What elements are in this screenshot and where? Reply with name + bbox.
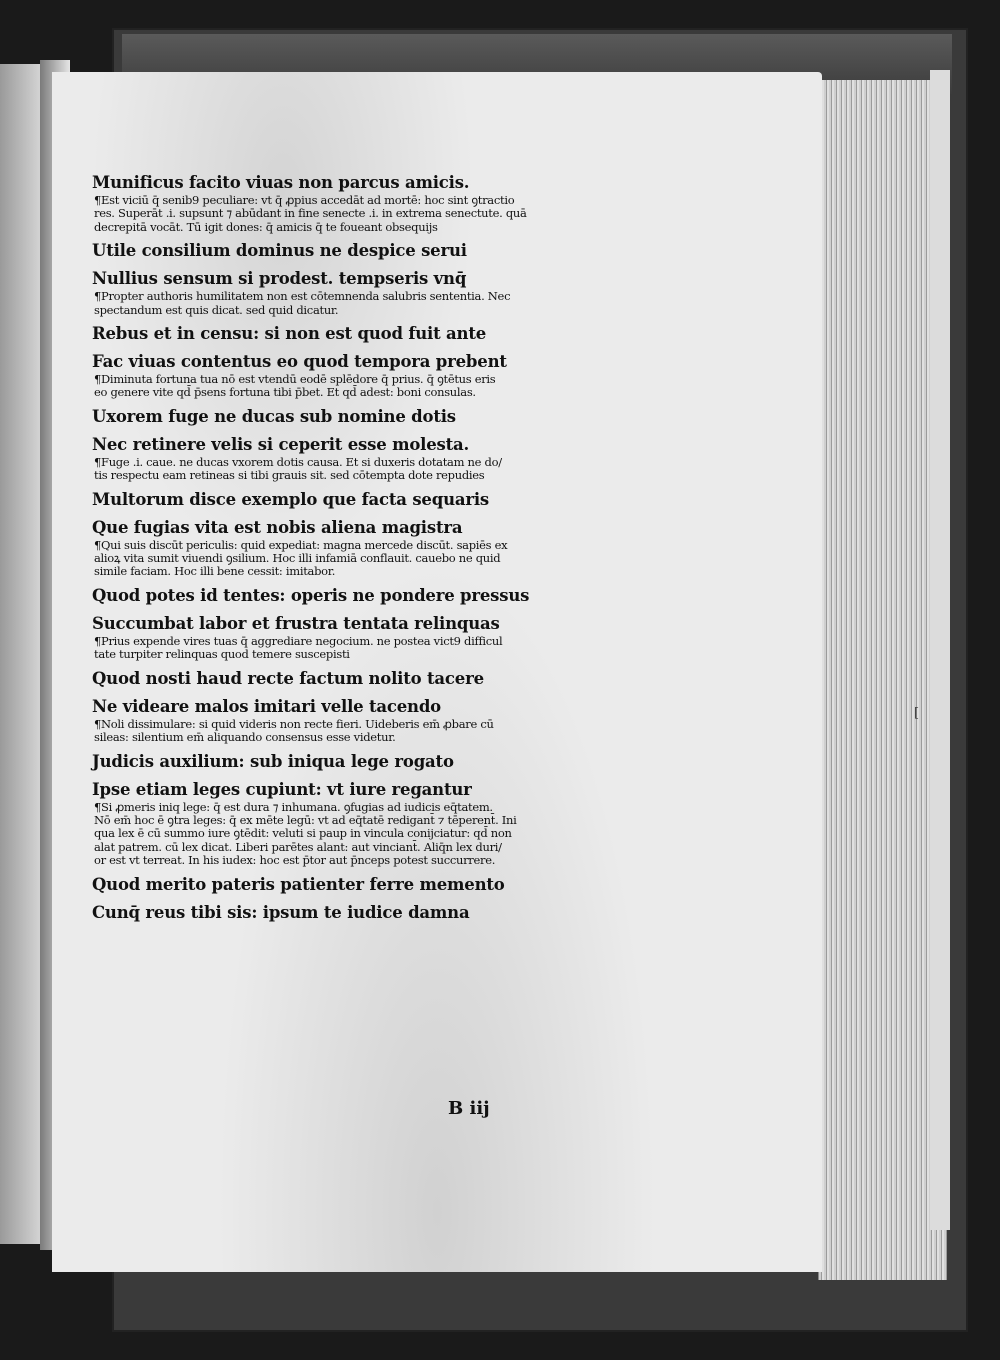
commentary-line: tate turpiter relinquas quod temere suscepisti (94, 647, 350, 662)
verse-line: Fac viuas contentus eo quod tempora prebent (92, 352, 507, 372)
commentary-block (92, 801, 632, 868)
commentary-line: ¶Si ꝓmeris iniq lege: q̄ est dura ⁊ inhumana. ꝯfugias ad iudicis eq̄tatem. (94, 799, 493, 814)
commentary-line: ¶Propter authoris humilitatem non est cōtemnenda salubris sententia. Nec (94, 289, 511, 304)
commentary-line: ¶Diminuta fortuna tua nō est vtendū eodē splēdore q̄ prius. q̄ ꝯtētus eris (94, 372, 496, 387)
signature-mark: B iij (448, 1098, 490, 1119)
verse-line: Nullius sensum si prodest. tempseris vnq̄ (92, 269, 467, 289)
verse-line: Ipse etiam leges cupiunt: vt iure regantur (92, 779, 472, 799)
commentary-line: qua lex ē cū summo iure ꝯtēdit: veluti si paup in vincula conijciatur: qd̄ non (94, 826, 512, 841)
commentary-line: tis respectu eam retineas si tibi grauis sit. sed cōtempta dote repudies (94, 468, 485, 483)
commentary-line: sileas: silentium em̄ aliquando consensus esse videtur. (94, 730, 396, 745)
verse-line: Nec retinere velis si ceperit esse molesta. (92, 434, 470, 454)
verse-line: Multorum disce exemplo que facta sequaris (92, 489, 490, 509)
verse-line: Judicis auxilium: sub iniqua lege rogato (92, 751, 454, 771)
verse-line: Quod potes id tentes: operis ne pondere pressus (92, 585, 530, 605)
verse-line: Cunq̄ reus tibi sis: ipsum te iudice damna (92, 902, 470, 922)
page-text-block (92, 166, 632, 924)
verse-line: Ne videare malos imitari velle tacendo (92, 696, 441, 716)
commentary-line: decrepitā vocāt. Tū igit dones: q̄ amicis q̄ te foueant obsequijs (94, 219, 438, 234)
commentary-line: ¶Qui suis discūt periculis: quid expediat: magna mercede discūt. sapiēs ex (94, 537, 508, 552)
verse-line: Quod nosti haud recte factum nolito tacere (92, 668, 484, 688)
commentary-line: res. Superāt .i. supsunt ⁊ abūdant in fine senecte .i. in extrema senectute. quā (94, 206, 527, 221)
verse-line: Quod merito pateris patienter ferre memento (92, 874, 505, 894)
verse-line: Uxorem fuge ne ducas sub nomine dotis (92, 406, 456, 426)
commentary-block (92, 373, 632, 400)
commentary-line: simile faciam. Hoc illi bene cessit: imitabor. (94, 564, 336, 579)
margin-mark: [ (914, 706, 920, 721)
commentary-block (92, 456, 632, 483)
verse-line: Succumbat labor et frustra tentata relinquas (92, 613, 500, 633)
verse-line: Munificus facito viuas non parcus amicis. (92, 173, 470, 192)
commentary-line: ¶Prius expende vires tuas q̄ aggrediare negocium. ne postea vict9 difficul (94, 633, 503, 648)
page-fore-edge (818, 80, 947, 1280)
verse-line: Utile consilium dominus ne despice serui (92, 241, 467, 261)
commentary-block (92, 290, 632, 317)
commentary-block (92, 718, 632, 745)
commentary-line: ¶Noli dissimulare: si quid videris non recte fieri. Uideberis em̄ ꝓbare cū (94, 716, 494, 731)
commentary-line: ¶Fuge .i. caue. ne ducas vxorem dotis causa. Et si duxeris dotatam ne do/ (94, 454, 502, 469)
page-fore-edge-tip (930, 70, 950, 1230)
commentary-line: ¶Est viciū q̄ senib9 peculiare: vt q̄ ꝓpius accedāt ad mortē: hoc sint ꝯtractio (94, 193, 515, 207)
commentary-line: eo genere vite qd̄ p̄sens fortuna tibi p̄bet. Et qd̄ adest: boni consulas. (94, 385, 476, 400)
commentary-line: Nō em̄ hoc ē ꝯtra leges: q̄ ex mēte legū: vt ad eq̄tatē redigant̄ ⁊ tēperent̄. Ini (94, 812, 517, 827)
commentary-block (92, 194, 632, 234)
commentary-block (92, 539, 632, 579)
verse-line: Que fugias vita est nobis aliena magistra (92, 517, 463, 537)
commentary-line: alioꝝ vita sumit viuendi ꝯsilium. Hoc illi infamiā conflauit. cauebo ne quid (94, 551, 501, 566)
verse-line: Rebus et in censu: si non est quod fuit ante (92, 324, 487, 344)
commentary-block (92, 635, 632, 662)
commentary-line: alat patrem. cū lex dicat. Liberi parētes alant: aut vinciant̄. Aliq̄n lex duri/ (94, 839, 502, 854)
commentary-line: spectandum est quis dicat. sed quid dicatur. (94, 302, 339, 317)
commentary-line: or est vt terreat. In his iudex: hoc est p̄tor aut p̄nceps potest succurrere. (94, 853, 496, 868)
